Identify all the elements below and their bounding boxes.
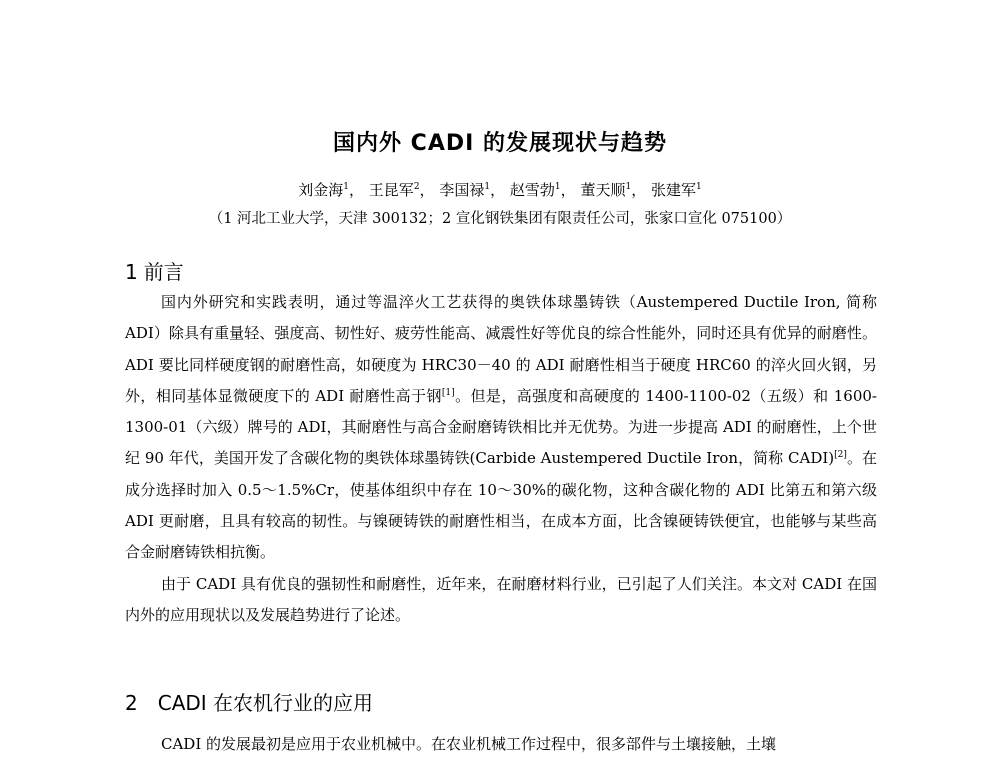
section-heading-2 (125, 687, 373, 716)
paragraph: 国内外研究和实践表明，通过等温淬火工艺获得的奥铁体球墨铸铁（Austempered Ductile Iron, 简称 ADI）除具有重量轻、强度高、韧性好、疲劳性能高、减震性好等优良的综合性能外，同时还具有优异的耐磨性。ADI 要比同样硬度钢的耐磨性高，如硬度为 HRC30－40 的 ADI 耐磨性相当于硬度 HRC60 的淬火回火钢，另外，相同基体显微硬度下的 ADI 耐磨性高于钢[1]。但是，高强度和高硬度的 1400-1100-02（五级）和 1600-1300-01（六级）牌号的 ADI，其耐磨性与高合金耐磨铸铁相比并无优势。为进一步提高 ADI 的耐磨性，上个世纪 90 年代，美国开发了含碳化物的奥铁体球墨铸铁(Carbide Austempered Ductile Iron，简称 CADI)[2]。在成分选择时加入 0.5～1.5%Cr，使基体组织中存在 10～30%的碳化物，这种含碳化物的 ADI 比第五和第六级 ADI 更耐磨，且具有较高的韧性。与镍硬铸铁的耐磨性相当，在成本方面，比含镍硬铸铁便宜，也能够与某些高合金耐磨铸铁相抗衡。 (125, 293, 877, 562)
author-separator: ， (349, 181, 365, 199)
section-title: CADI 在农机行业的应用 (157, 691, 374, 715)
author: 赵雪勃$^1$ (509, 181, 561, 199)
section-number: 2 (125, 691, 138, 715)
citation: [2] (834, 450, 847, 461)
section-number: 1 (125, 260, 138, 284)
paragraph: CADI 的发展最初是应用于农业机械中。在农业机械工作过程中，很多部件与土壤接触，土壤 (161, 735, 777, 753)
author-separator: ， (490, 181, 506, 199)
author: 刘金海$^1$ (298, 181, 349, 199)
section-1-body (125, 287, 877, 631)
section-heading-1 (125, 256, 184, 285)
author-separator: ， (631, 181, 647, 199)
author-separator: ， (560, 181, 576, 199)
author: 张建军$^1$ (650, 181, 702, 199)
author: 李国禄$^1$ (439, 181, 491, 199)
author-separator: ， (419, 181, 435, 199)
section-title: 前言 (143, 260, 184, 284)
paragraph: 由于 CADI 具有优良的强韧性和耐磨性，近年来，在耐磨材料行业，已引起了人们关注。本文对 CADI 在国内外的应用现状以及发展趋势进行了论述。 (125, 574, 877, 624)
author: 王昆军$^2$ (368, 181, 420, 199)
author-list (0, 179, 1000, 200)
author: 董天顺$^1$ (580, 181, 632, 199)
citation: [1] (441, 387, 455, 398)
paper-title: 国内外 CADI 的发展现状与趋势 (333, 131, 667, 156)
affiliation: （1 河北工业大学，天津 300132；2 宣化钢铁集团有限责任公司，张家口宣化 075100） (208, 211, 792, 227)
section-2-body (125, 729, 877, 760)
